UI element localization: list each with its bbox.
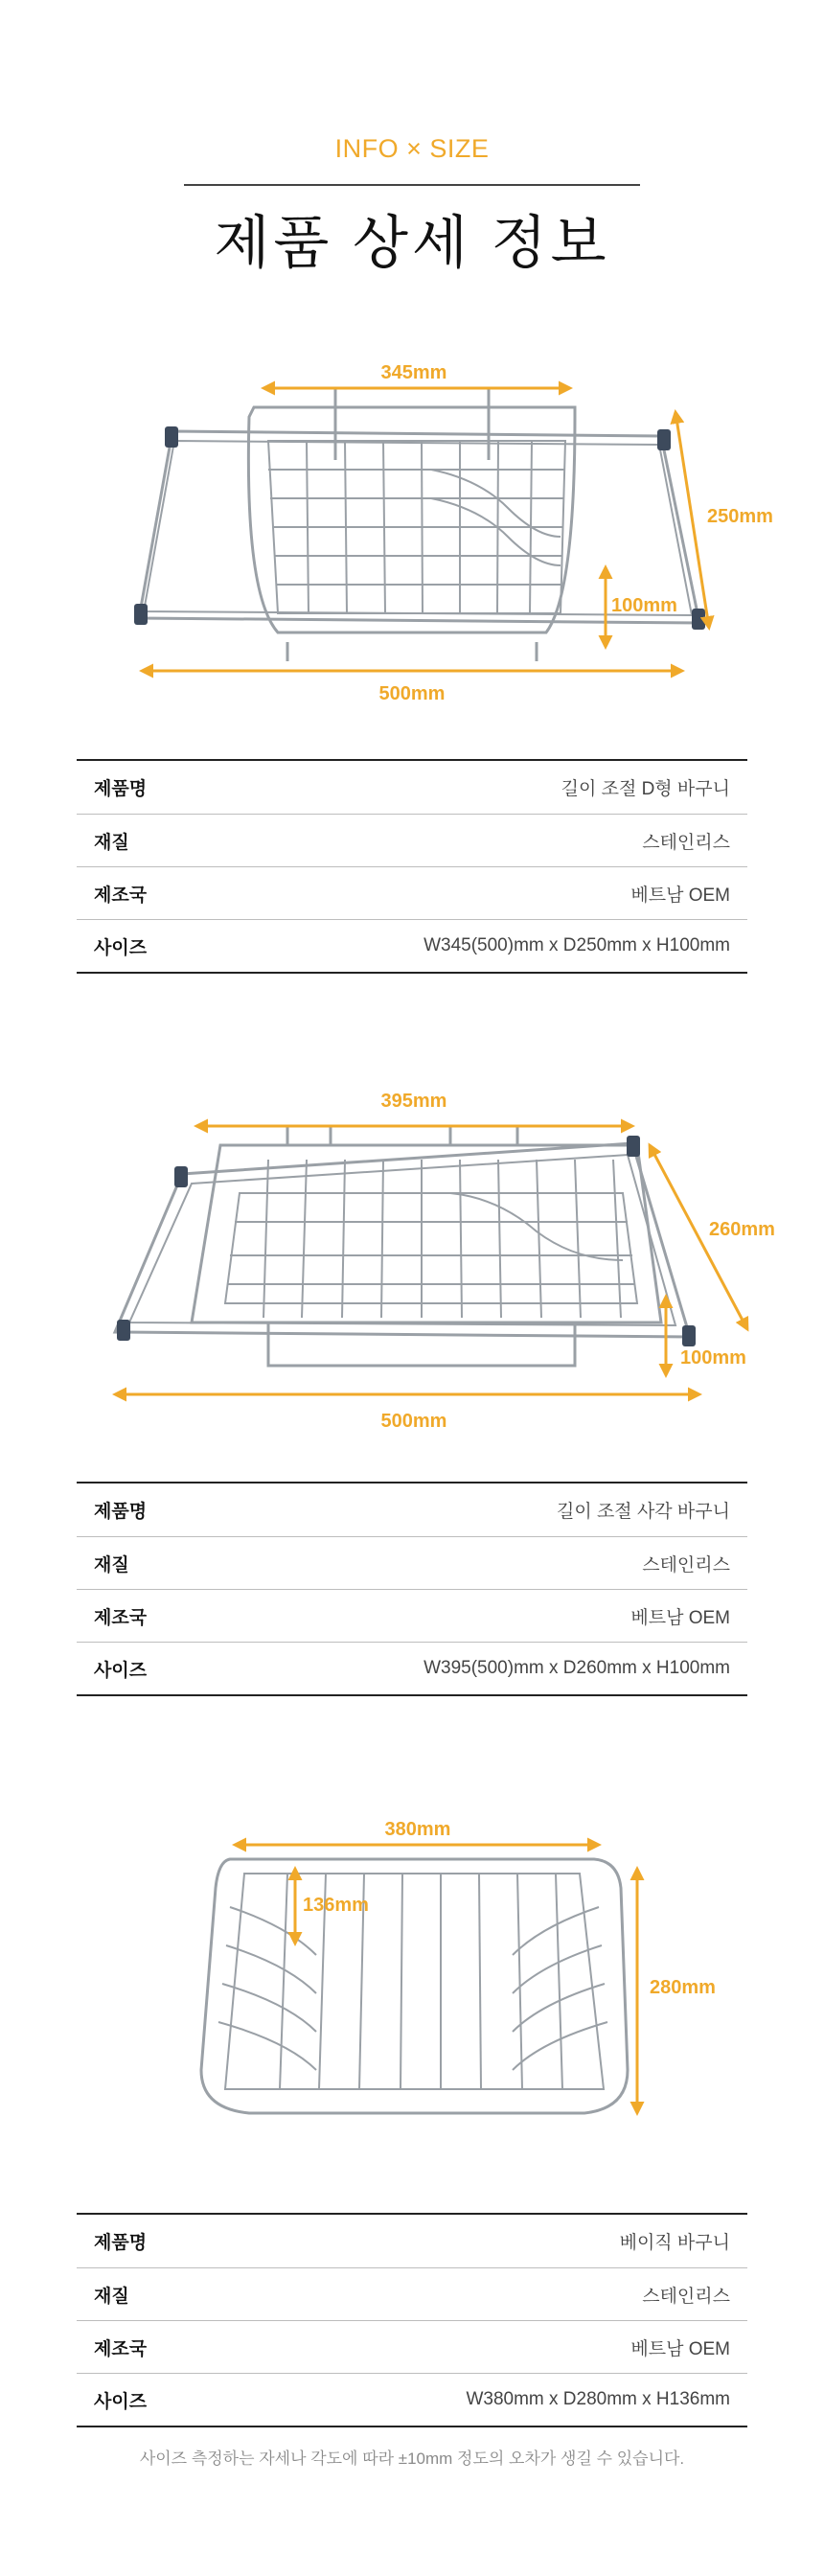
spec-row <box>77 761 747 814</box>
spec-row <box>77 1642 747 1694</box>
dimension-arrows <box>235 1845 637 2113</box>
spec-label: 사이즈 <box>94 937 148 958</box>
spec-label: 제조국 <box>94 885 148 906</box>
spec-row <box>77 919 747 972</box>
dimension-bottom-label: 500mm <box>380 1411 447 1432</box>
spec-label: 사이즈 <box>94 2391 148 2412</box>
dimension-bottom-label: 500mm <box>378 683 446 704</box>
dimension-right-label: 280mm <box>650 1977 716 1998</box>
spec-row <box>77 2320 747 2373</box>
spec-row <box>77 2215 747 2267</box>
dimension-inner-label: 136mm <box>303 1895 369 1916</box>
dimension-top-label: 345mm <box>380 362 447 383</box>
spec-label: 제품명 <box>94 779 148 799</box>
header-divider <box>184 184 640 186</box>
dimension-right-label: 260mm <box>709 1219 775 1240</box>
spec-value: 스테인리스 <box>642 2286 730 2307</box>
spec-value: 스테인리스 <box>642 832 730 853</box>
dimension-top-label: 395mm <box>380 1091 447 1112</box>
spec-row <box>77 1589 747 1642</box>
basket-basic-drawing <box>201 1859 628 2113</box>
spec-value: W380mm x D280mm x H136mm <box>466 2389 730 2409</box>
spec-label: 제품명 <box>94 1502 148 1522</box>
spec-label: 제조국 <box>94 1607 148 1628</box>
spec-value: 베트남 OEM <box>630 2338 730 2359</box>
page-header <box>0 134 824 275</box>
spec-label: 사이즈 <box>94 1660 148 1681</box>
spec-value: 베이직 바구니 <box>619 2233 730 2253</box>
spec-row <box>77 1484 747 1536</box>
spec-value: 스테인리스 <box>642 1554 730 1576</box>
spec-label: 재질 <box>94 1554 129 1576</box>
product-1-image <box>0 345 824 709</box>
spec-value: 길이 조절 사각 바구니 <box>556 1502 730 1522</box>
spec-label: 재질 <box>94 2286 129 2307</box>
product-3-image <box>0 1802 824 2147</box>
page-title: 제품 상세 정보 <box>214 211 610 275</box>
spec-label: 제품명 <box>94 2233 148 2253</box>
spec-value: W345(500)mm x D250mm x H100mm <box>423 935 730 955</box>
product-1-spec-table <box>77 759 747 974</box>
spec-label: 재질 <box>94 832 129 853</box>
product-3-spec-table <box>77 2213 747 2427</box>
product-2-spec-table <box>77 1482 747 1696</box>
spec-value: W395(500)mm x D260mm x H100mm <box>423 1658 730 1678</box>
dimension-height-label: 100mm <box>680 1347 746 1368</box>
spec-row <box>77 814 747 866</box>
dimension-height-label: 100mm <box>611 595 677 616</box>
measurement-disclaimer: 사이즈 측정하는 자세나 각도에 따라 ±10mm 정도의 오차가 생길 수 있습니다. <box>139 2450 685 2468</box>
spec-value: 베트남 OEM <box>630 885 730 906</box>
basket-square-drawing <box>115 1126 690 1366</box>
spec-row <box>77 2267 747 2320</box>
spec-value: 베트남 OEM <box>630 1607 730 1628</box>
dimension-top-label: 380mm <box>384 1819 451 1840</box>
spec-row <box>77 866 747 919</box>
dimension-right-label: 250mm <box>707 506 773 527</box>
product-2-image <box>0 1078 824 1442</box>
spec-row <box>77 2373 747 2426</box>
section-eyebrow: INFO × SIZE <box>334 134 490 163</box>
spec-label: 제조국 <box>94 2338 148 2359</box>
spec-value: 길이 조절 D형 바구니 <box>561 779 730 799</box>
basket-d-drawing <box>139 388 699 661</box>
spec-row <box>77 1536 747 1589</box>
